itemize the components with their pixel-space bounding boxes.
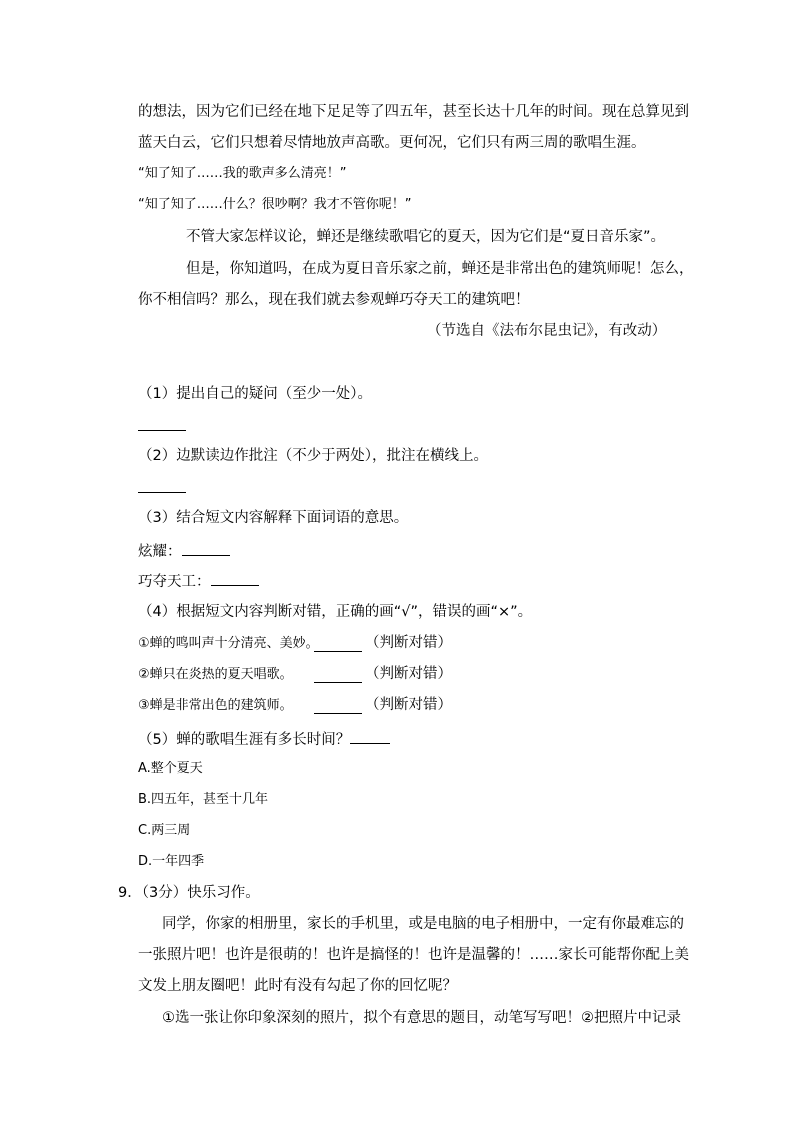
passage-quote-1: “知了知了……我的歌声多么清亮！”: [138, 166, 347, 181]
item-1-text: ①蝉的鸣叫声十分清亮、美妙。: [138, 636, 319, 651]
passage-paragraph-3-line-1: 但是，你知道吗，在成为夏日音乐家之前，蝉还是非常出色的建筑师呢！怎么，: [186, 261, 694, 277]
question-3: （3）结合短文内容解释下面词语的意思。: [138, 510, 409, 526]
question-4-item-3: [138, 695, 452, 716]
passage-line-2: 蓝天白云，它们只想着尽情地放声高歌。更何况，它们只有两三周的歌唱生涯。: [138, 135, 646, 151]
item-2-answer-blank[interactable]: [314, 667, 362, 683]
question-5-answer-blank[interactable]: [350, 728, 390, 744]
question-5: [138, 728, 390, 750]
question-4: （4）根据短文内容判断对错，正确的画“√”，错误的画“×”。: [138, 604, 533, 620]
option-b[interactable]: B.四五年，甚至十几年: [138, 792, 269, 807]
item-3-answer-blank[interactable]: [314, 698, 362, 714]
question-9-line-4: ①选一张让你印象深刻的照片，拟个有意思的题目，动笔写写吧！②把照片中记录: [162, 1010, 681, 1026]
item-3-text: ③蝉是非常出色的建筑师。: [138, 698, 293, 713]
passage-quote-2: “知了知了……什么？很吵啊？我才不管你呢！”: [138, 197, 412, 212]
word-2-label: 巧夺天工：: [138, 574, 211, 590]
question-9-title: 9．（3分）快乐习作。: [118, 885, 260, 901]
option-a[interactable]: A.整个夏天: [138, 761, 203, 776]
item-2-judge-label: （判断对错）: [365, 666, 452, 682]
passage-line-1: 的想法，因为它们已经在地下足足等了四五年，甚至长达十几年的时间。现在总算见到: [138, 104, 689, 120]
option-d[interactable]: D.一年四季: [138, 854, 205, 869]
item-1-answer-blank[interactable]: [314, 636, 362, 652]
question-3-word-1: [138, 540, 230, 562]
question-3-word-2: [138, 570, 259, 592]
question-4-item-2: [138, 664, 452, 685]
question-4-item-1: [138, 633, 452, 654]
passage-paragraph-3-line-2: 你不相信吗？那么，现在我们就去参观蝉巧夺天工的建筑吧！: [138, 292, 530, 308]
question-2: （2）边默读边作批注（不少于两处），批注在横线上。: [138, 448, 488, 464]
word-1-answer-blank[interactable]: [182, 540, 230, 556]
option-c[interactable]: C.两三周: [138, 823, 191, 838]
word-2-answer-blank[interactable]: [211, 570, 259, 586]
passage-source: （节选自《法布尔昆虫记》，有改动）: [427, 323, 667, 339]
question-5-text: （5）蝉的歌唱生涯有多长时间？: [138, 732, 351, 748]
question-9-line-2: 一张照片吧！也许是很萌的！也许是搞怪的！也许是温馨的！……家长可能帮你配上美: [138, 947, 689, 963]
question-2-answer-blank[interactable]: [138, 492, 186, 493]
item-2-text: ②蝉只在炎热的夏天唱歌。: [138, 667, 293, 682]
question-1: （1）提出自己的疑问（至少一处）。: [138, 386, 372, 402]
word-1-label: 炫耀：: [138, 544, 182, 560]
item-1-judge-label: （判断对错）: [365, 635, 452, 651]
question-1-answer-blank[interactable]: [138, 430, 186, 431]
passage-paragraph-2: 不管大家怎样议论，蝉还是继续歌唱它的夏天，因为它们是“夏日音乐家”。: [186, 229, 666, 245]
question-9-line-3: 文发上朋友圈吧！此时有没有勾起了你的回忆呢？: [138, 978, 457, 994]
item-3-judge-label: （判断对错）: [365, 697, 452, 713]
question-9-line-1: 同学，你家的相册里，家长的手机里，或是电脑的电子相册中，一定有你最难忘的: [162, 916, 684, 932]
